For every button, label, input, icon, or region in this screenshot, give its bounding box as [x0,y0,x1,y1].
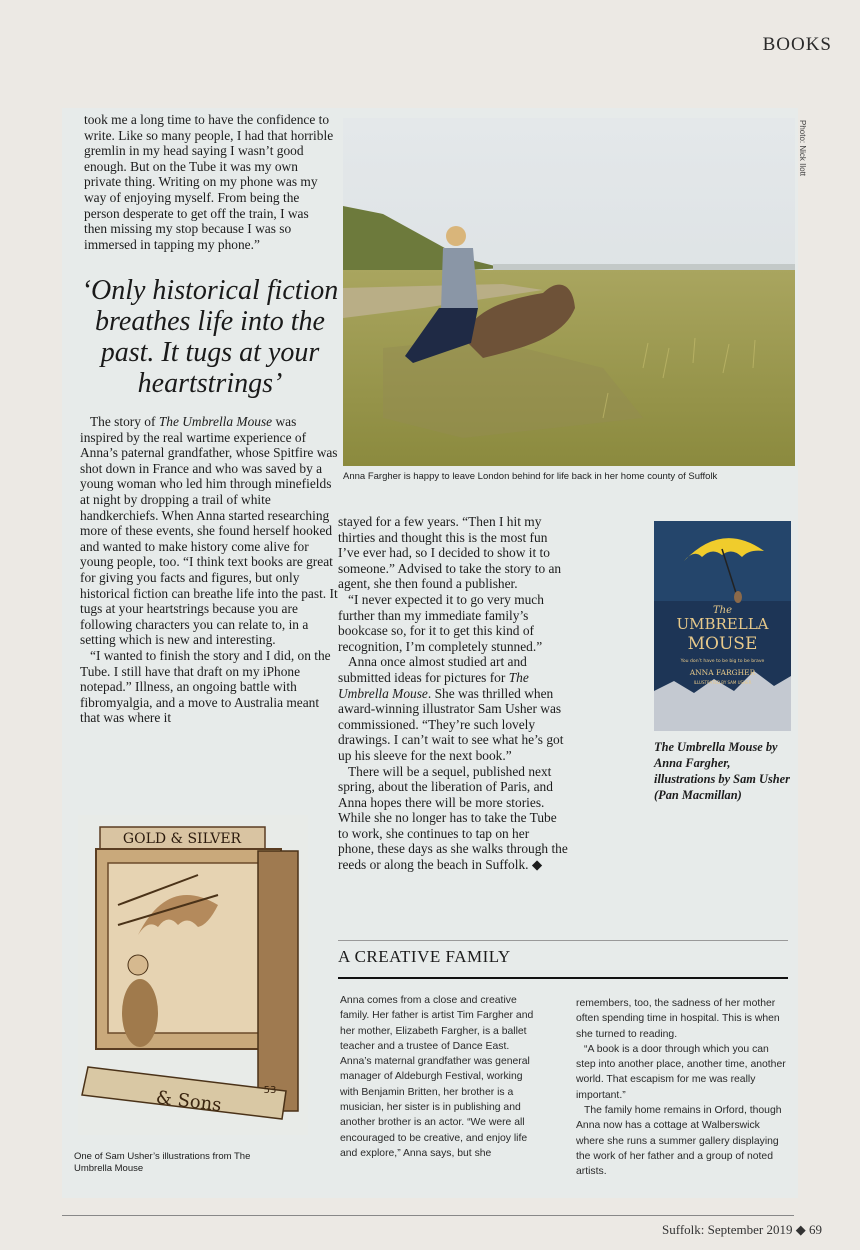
paragraph: “A book is a door through which you can step into another place, another time, another world. That escapism for me was really important.” [576,1043,786,1101]
illustration-sign-top: GOLD & SILVER [122,831,242,847]
cover-title-line-2: MOUSE [687,634,758,654]
photo-caption: Anna Fargher is happy to leave London behind for life back in her home county of Suffolk [343,471,718,482]
book-title: The Umbrella Mouse [158,414,273,429]
text-run: was inspired by the real wartime experience of Anna’s paternal grandfather, whose Spitfire was shot down in France and who was saved by a young woman who led him through minefields at night by dropping a trail of white handkerchiefs. When Anna started researching more of these events, she found herself hooked and wanted to make history come alive for young people, too. “I think text books are great for giving you facts and figures, but only historical fiction can breathe life into the past. It tugs at your heartstrings because you are following characters you can relate to, in a setting which is new and interesting. [80,414,338,648]
paragraph: remembers, too, the sadness of her mother often spending time in hospital. This is when she turned to reading. [576,998,780,1040]
family-divider-bottom [338,977,788,979]
paragraph: “I wanted to finish the story and I did, on the Tube. I still have that draft on my iPhone notepad.” Illness, an ongoing battle with fibromyalgia, and a move to Australia meant that was where it [80,647,331,726]
book-title: The Umbrella Mouse [338,669,529,701]
column-2-text [338,514,568,873]
cover-author: ANNA FARGHER [689,668,756,677]
column-1-top-text [84,112,334,252]
text-run: . She was thrilled when award-winning illustrator Sam Usher was commissioned. “They’re such lovely drawings. I can’t wait to see what he’s got up his sleeve for the next book.” [338,685,564,763]
book-cover-art [654,521,791,731]
paragraph [80,414,340,648]
shop-illustration-art [78,815,308,1135]
column-1-text [80,414,340,726]
section-tag: BOOKS [762,34,832,55]
book-cover [654,521,791,731]
text-run: The story of [90,414,159,429]
cover-tagline: You don’t have to be big to be brave [680,659,765,664]
family-divider-top [338,940,788,941]
paragraph: There will be a sequel, published next spring, about the liberation of Paris, and Anna hopes there will be more stories. While she no longer has to take the Tube to work, she continues to tap on her phone, these days as she walks through the reeds or along the beach in Suffolk. ◆ [338,763,568,873]
text-run: Anna once almost studied art and submitted ideas for pictures for [338,654,527,685]
author-photo-illustration [343,118,795,466]
paragraph: took me a long time to have the confidence to write. Like so many people, I had that horrible gremlin in my head saying I wasn’t good enough. But on the Tube it was my own private thing. Writing on my phone was my way of enjoying myself. From being the person desperate to get off the train, I was then missing my stop because I was so immersed in tapping my phone.” [84,112,334,252]
paragraph: The family home remains in Orford, though Anna now has a cottage at Walberswick where she runs a summer gallery displaying the work of her father and a group of noted artists. [576,1105,782,1178]
photo-credit: Photo: Nick Ilott [798,120,807,177]
paragraph: Anna comes from a close and creative family. Her father is artist Tim Fargher and her mother, Elizabeth Fargher, is a ballet teacher and a trustee of Dance East. Anna’s maternal grandfather was general manager of Aldeburgh Festival, working with Benjamin Britten, her brother is a musician, her sister is in publishing and another brother is an actor. “We were all encouraged to be creative, and enjoy life and explore,” Anna says, but she [340,995,534,1159]
illustration-number: 53 [263,1085,277,1096]
pull-quote: ‘Only historical fiction breathes life into the past. It tugs at your heartstrings’ [81,275,339,399]
family-column-1 [340,993,540,1161]
cover-caption: The Umbrella Mouse by Anna Fargher, illustrations by Sam Usher (Pan Macmillan) [654,740,790,802]
cover-illustrator: ILLUSTRATED BY SAM USHER [693,680,752,685]
author-photo [343,118,795,466]
cover-title-the: The [712,605,733,616]
family-column-2 [576,996,786,1180]
paragraph: “I never expected it to go very much further than my immediate family’s bookcase so, for it to get this kind of recognition, I’m completely stunned.” [338,591,544,654]
cover-title-line-1: UMBRELLA [676,615,769,633]
paragraph [338,654,568,763]
footer-rule [62,1215,794,1216]
family-heading: A CREATIVE FAMILY [338,947,511,966]
paragraph: stayed for a few years. “Then I hit my thirties and thought this is the most fun I’ve ever had, so I decided to show it to someone.” Advised to take the story to an agent, she then found a publisher. [338,514,562,592]
illustration-sign-bottom: & Sons [154,1087,223,1116]
shop-illustration [78,815,308,1135]
illustration-caption: One of Sam Usher’s illustrations from The Umbrella Mouse [74,1151,251,1174]
page-folio: Suffolk: September 2019 ◆ 69 [662,1222,822,1237]
